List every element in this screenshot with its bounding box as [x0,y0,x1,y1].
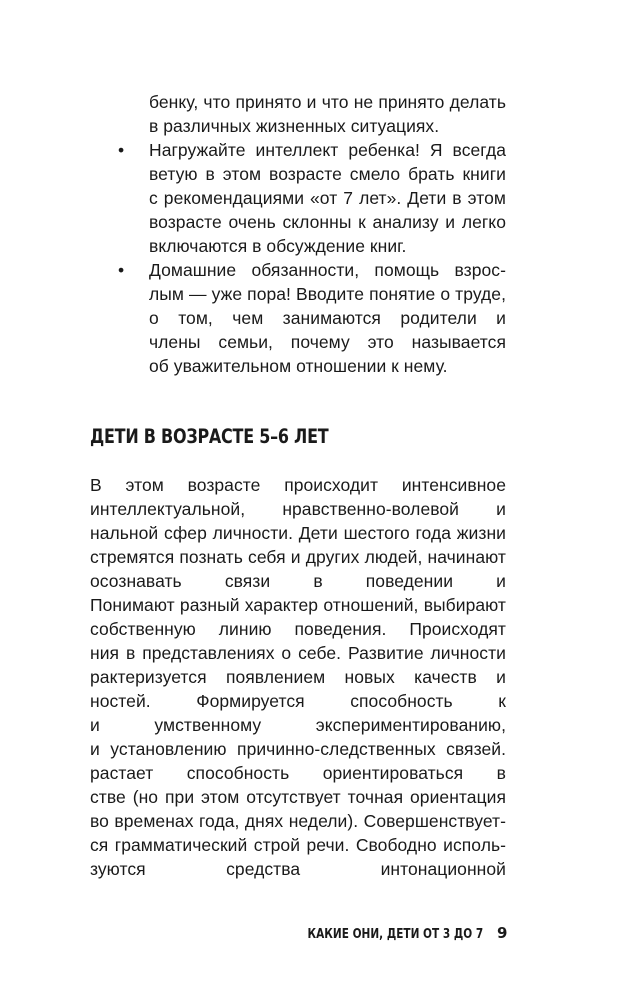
paragraph-line: рактеризуется появлением новых качеств и [90,667,506,687]
paragraph-line: ся грамматический строй речи. Свободно исполь- [90,835,506,855]
bullet-line: возрасте очень склонны к анализу и легко [149,212,506,232]
bullet-line: с рекомендациями «от 7 лет». Дети в этом [149,188,506,208]
bullet-line: включаются в обсуждение книг. [149,236,407,256]
paragraph-line: стве (но при этом отсутствует точная ориентация [90,787,506,807]
bullet-line: о том, чем занимаются родители и [149,308,506,328]
continuation-line: в различных жизненных ситуациях. [149,116,440,136]
running-title: КАКИЕ ОНИ, ДЕТИ ОТ 3 ДО 7 [307,926,483,942]
bullet-line: Нагружайте интеллект ребенка! Я всегда [149,140,506,160]
paragraph-line: растает способность ориентироваться в [90,763,506,783]
paragraph-line: во временах года, днях недели). Совершенствует- [90,811,506,831]
bullet-line: Домашние обязанности, помощь взрос- [149,260,506,280]
paragraph-line: ностей. Формируется способность к [90,691,506,711]
bullet-line: об уважительном отношении к нему. [149,356,448,376]
section-heading: ДЕТИ В ВОЗРАСТЕ 5–6 ЛЕТ [90,425,329,448]
paragraph-line: В этом возрасте происходит интенсивное [90,475,506,495]
continuation-line: бенку, что принято и что не принято делать [149,92,506,112]
paragraph-line: осознавать связи в поведении и [90,571,506,591]
bullet-line: ветую в этом возрасте смело брать книги [149,164,506,184]
paragraph-line: собственную линию поведения. Происходят [90,619,506,639]
paragraph-line: и умственному экспериментированию, [90,715,506,735]
paragraph-line: интеллектуальной, нравственно-волевой и [90,499,506,519]
paragraph-line: зуются средства интонационной [90,859,506,879]
paragraph-line: нальной сфер личности. Дети шестого года жизни [90,523,506,543]
paragraph-line: и установлению причинно-следственных связей. [90,739,506,759]
bullet-line: лым — уже пора! Вводите понятие о труде, [149,284,506,304]
page-number: 9 [497,924,508,942]
bullet-marker: • [118,140,125,160]
paragraph-line: Понимают разный характер отношений, выбирают [90,595,506,615]
paragraph-line: ния в представлениях о себе. Развитие личности [90,643,506,663]
paragraph-line: стремятся познать себя и других людей, начинают [90,547,506,567]
bullet-line: члены семьи, почему это называется [149,332,506,352]
bullet-marker: • [118,260,125,280]
